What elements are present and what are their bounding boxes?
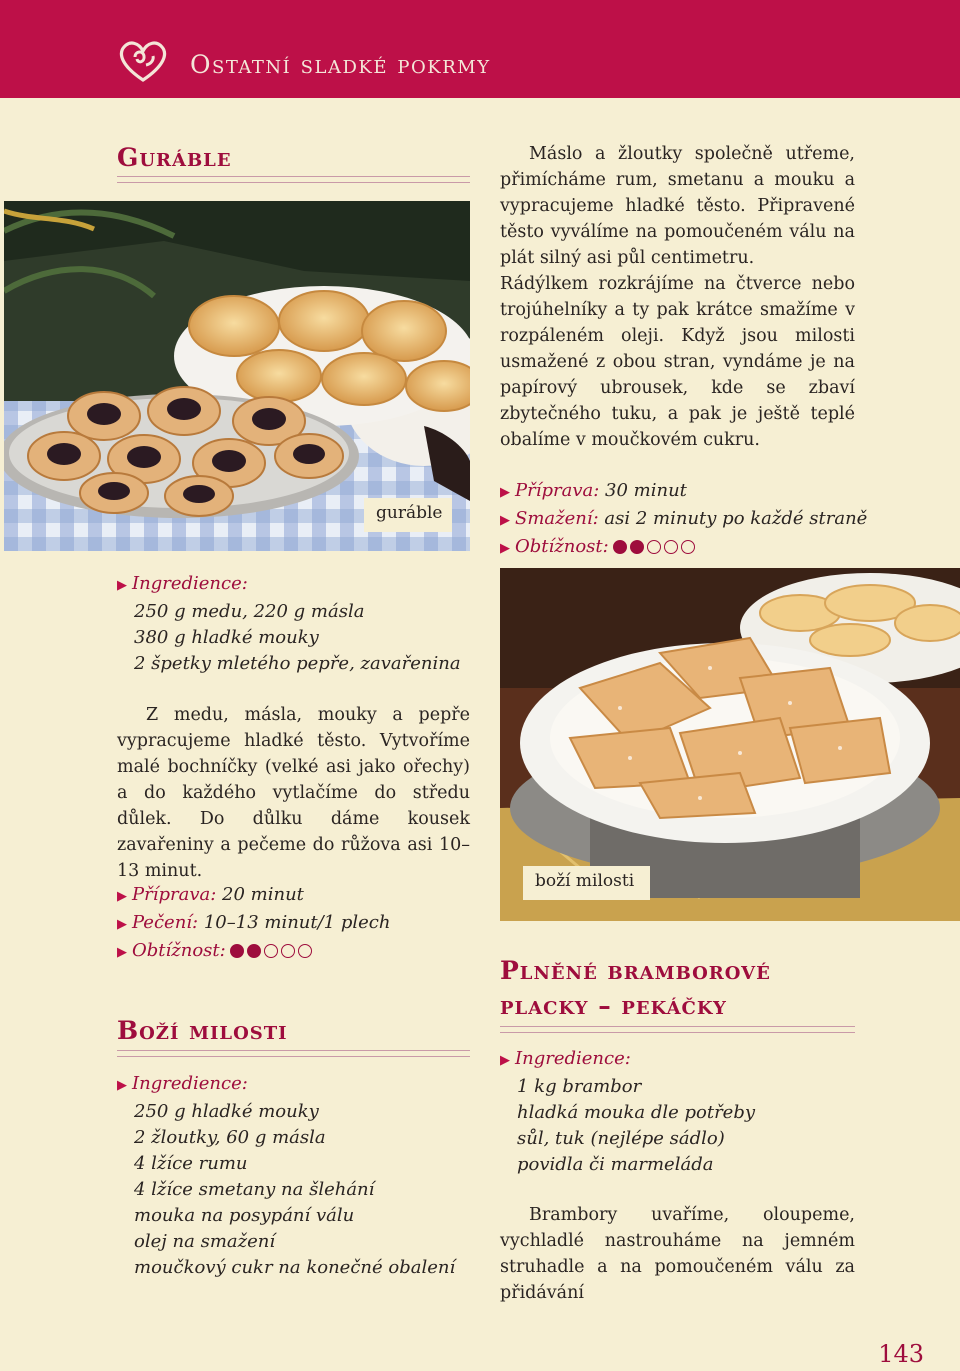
difficulty-dot-empty-icon (647, 540, 661, 554)
prep-label: Příprava: (515, 480, 600, 501)
method-text-bozi-milosti (500, 141, 855, 453)
bake-value: 10–13 minut/1 plech (203, 912, 391, 933)
recipe-title-gurable: Guráble (117, 143, 232, 172)
ingredient-item: 380 g hladké mouky (134, 627, 319, 648)
difficulty-rating (230, 944, 312, 958)
difficulty-dot-empty-icon (681, 540, 695, 554)
recipe-title-bozi-milosti: Boží milosti (117, 1016, 288, 1045)
triangle-bullet-icon: ▶ (500, 541, 510, 556)
ingredient-item: olej na smažení (134, 1231, 276, 1252)
ingredients-list-gurable (117, 571, 461, 677)
ingredients-list-bozi-milosti (117, 1071, 455, 1281)
recipe-meta-bozi-milosti (500, 478, 867, 562)
method-paragraph: Máslo a žloutky společně utřeme, přimícháme rum, smetanu a mouku a vypracujeme hladké těsto. Připravené těsto vyválíme na pomoučeném válu na plát silný asi půl centimetru. (500, 144, 855, 268)
title-rule (117, 176, 470, 183)
ingredient-item: 250 g medu, 220 g másla (134, 601, 365, 622)
difficulty-label: Obtížnost: (132, 940, 226, 961)
ingredient-item: 2 žloutky, 60 g másla (134, 1127, 326, 1148)
ingredient-item: sůl, tuk (nejlépe sádlo) (517, 1128, 725, 1149)
photo-caption-gurable: guráble (364, 498, 452, 532)
method-paragraph: Rádýlkem rozkrájíme na čtverce nebo trojúhelníky a ty pak krátce smažíme v rozpáleném oleji. Když jsou milosti usmažené z obou stran, vyndáme je na papírový ubrousek, kde se zbaví zbytečného tuku, a pak je ještě teplé obalíme v moučkovém cukru. (500, 274, 855, 450)
triangle-bullet-icon: ▶ (117, 889, 127, 904)
triangle-bullet-icon: ▶ (117, 1078, 127, 1093)
photo-caption-bozi-milosti: boží milosti (523, 866, 650, 900)
difficulty-label: Obtížnost: (515, 536, 609, 557)
section-header-title: Ostatní sladké pokrmy (190, 50, 491, 79)
ingredients-label: Ingredience: (132, 573, 248, 594)
triangle-bullet-icon: ▶ (500, 513, 510, 528)
prep-value: 20 minut (222, 884, 304, 905)
triangle-bullet-icon: ▶ (500, 485, 510, 500)
recipe-title-placky-line2: placky – pekáčky (500, 991, 727, 1020)
method-paragraph: Z medu, másla, mouky a pepře vypracujeme hladké těsto. Vytvoříme malé bochníčky (velké asi jako ořechy) a do každého vytlačíme do středu důlek. Do důlku dáme kousek zavařeniny a pečeme do růžova asi 10–13 minut. (117, 705, 470, 881)
difficulty-dot-filled-icon (613, 540, 627, 554)
title-rule (500, 1026, 855, 1033)
triangle-bullet-icon: ▶ (117, 917, 127, 932)
ingredient-item: 2 špetky mletého pepře, zavařenina (134, 653, 461, 674)
method-text-placky (500, 1202, 855, 1306)
recipe-meta-gurable (117, 882, 390, 966)
method-paragraph: Brambory uvaříme, oloupeme, vychladlé nastrouháme na jemném struhadle a na pomoučeném válu za přidávání (500, 1205, 855, 1303)
ingredients-label: Ingredience: (515, 1048, 631, 1069)
ingredient-item: 1 kg brambor (517, 1076, 642, 1097)
triangle-bullet-icon: ▶ (117, 578, 127, 593)
heart-swirl-icon (116, 38, 170, 84)
difficulty-dot-filled-icon (630, 540, 644, 554)
difficulty-dot-filled-icon (247, 944, 261, 958)
ingredient-item: povidla či marmeláda (517, 1154, 714, 1175)
fry-label: Smažení: (515, 508, 599, 529)
ingredient-item: 4 lžíce rumu (134, 1153, 248, 1174)
ingredient-item: 4 lžíce smetany na šlehání (134, 1179, 375, 1200)
difficulty-dot-empty-icon (281, 944, 295, 958)
recipe-title-placky-line1: Plněné bramborové (500, 956, 771, 985)
ingredients-list-placky (500, 1046, 755, 1178)
triangle-bullet-icon: ▶ (500, 1053, 510, 1068)
difficulty-dot-empty-icon (298, 944, 312, 958)
fry-value: asi 2 minuty po každé straně (604, 508, 868, 529)
page-header (0, 0, 960, 98)
prep-value: 30 minut (605, 480, 687, 501)
triangle-bullet-icon: ▶ (117, 945, 127, 960)
ingredient-item: 250 g hladké mouky (134, 1101, 319, 1122)
difficulty-dot-filled-icon (230, 944, 244, 958)
difficulty-dot-empty-icon (264, 944, 278, 958)
ingredient-item: mouka na posypání válu (134, 1205, 355, 1226)
difficulty-rating (613, 540, 695, 554)
difficulty-dot-empty-icon (664, 540, 678, 554)
ingredient-item: hladká mouka dle potřeby (517, 1102, 756, 1123)
page-number: 143 (878, 1340, 924, 1368)
bake-label: Pečení: (132, 912, 199, 933)
title-rule (117, 1050, 470, 1057)
ingredients-label: Ingredience: (132, 1073, 248, 1094)
method-text-gurable (117, 702, 470, 884)
ingredient-item: moučkový cukr na konečné obalení (134, 1257, 456, 1278)
prep-label: Příprava: (132, 884, 217, 905)
